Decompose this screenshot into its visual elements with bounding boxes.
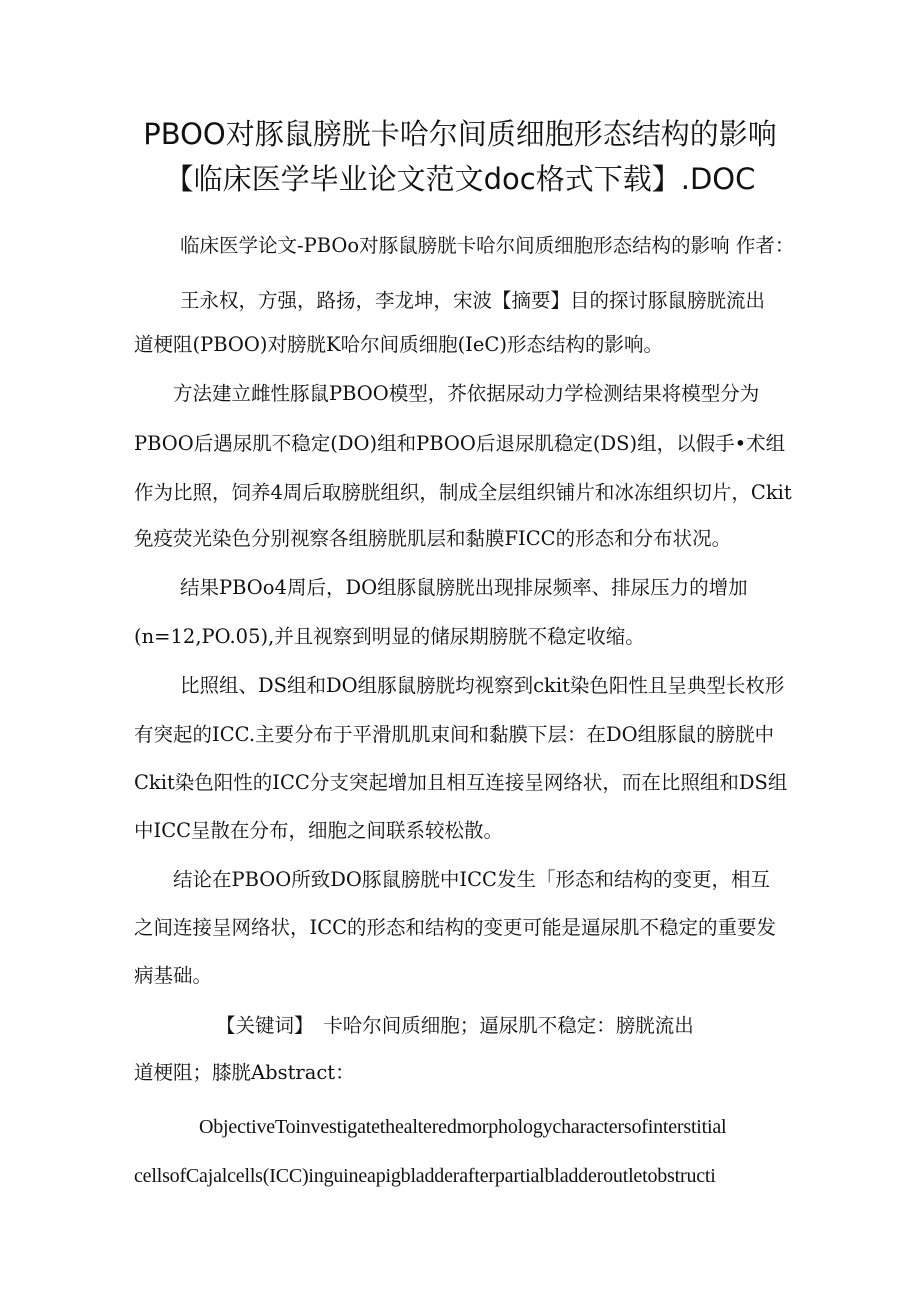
document-title-line-2: 【临床医学毕业论文范文doc格式下载】.DOC bbox=[164, 162, 756, 196]
document-title-line-1: PBOO对豚鼠膀胱卡哈尔间质细胞形态结构的影响 bbox=[143, 117, 777, 151]
body-line: 之间连接呈网络状，ICC的形态和结构的变更可能是逼尿肌不稳定的重要发 bbox=[134, 916, 777, 939]
body-line: 结果PBOo4周后，DO组豚鼠膀胱出现排尿频率、排尿压力的增加 bbox=[180, 576, 748, 599]
body-line: 病基础。 bbox=[134, 964, 213, 987]
body-line: 比照组、DS组和DO组豚鼠膀胱均视察到ckit染色阳性且呈典型长枚形 bbox=[180, 674, 785, 697]
body-line: 临床医学论文-PBOo对豚鼠膀胱卡哈尔间质细胞形态结构的影响 作者： bbox=[180, 234, 795, 257]
body-line: (n=12,PO.05),并且视察到明显的储尿期膀胱不稳定收缩。 bbox=[134, 625, 645, 648]
body-line: 作为比照，饲养4周后取膀胱组织，制成全层组织铺片和冰冻组织切片，Ckit bbox=[134, 481, 792, 504]
abstract-line: cellsofCajalcells(ICC)inguineapigbladderafterpartialbladderoutletobstructi bbox=[134, 1165, 716, 1187]
body-line: 有突起的ICC.主要分布于平滑肌肌束间和黏膜下层：在DO组豚鼠的膀胱中 bbox=[134, 723, 775, 746]
body-line: PBOO后遇尿肌不稳定(DO)组和PBOO后退尿肌稳定(DS)组，以假手•术组 bbox=[134, 432, 786, 455]
abstract-line: ObjectiveToinvestigatethealteredmorphologycharactersofinterstitial bbox=[199, 1116, 727, 1138]
body-line: 免疫荧光染色分别视察各组膀胱肌层和黏膜FICC的形态和分布状况。 bbox=[134, 527, 732, 550]
keywords-line: 【关键词】 卡哈尔间质细胞；逼尿肌不稳定：膀胱流出 bbox=[216, 1014, 694, 1037]
body-line: Ckit染色阳性的ICC分支突起增加且相互连接呈网络状，而在比照组和DS组 bbox=[134, 771, 788, 794]
body-line: 结论在PBOO所致DO豚鼠膀胱中ICC发生「形态和结构的变更，相互 bbox=[173, 868, 770, 891]
body-line: 方法建立雌性豚鼠PBOO模型，芥依据尿动力学检测结果将模型分为 bbox=[173, 382, 760, 405]
body-line: 道梗阻；膝胱Abstract： bbox=[134, 1061, 355, 1084]
body-line: 道梗阻(PBOO)对膀胱K哈尔间质细胞(IeC)形态结构的影响。 bbox=[134, 333, 663, 356]
body-line: 中ICC呈散在分布，细胞之间联系较松散。 bbox=[134, 819, 504, 842]
body-line: 王永权，方强，路扬，李龙坤，宋波【摘要】目的探讨豚鼠膀胱流出 bbox=[180, 289, 766, 312]
